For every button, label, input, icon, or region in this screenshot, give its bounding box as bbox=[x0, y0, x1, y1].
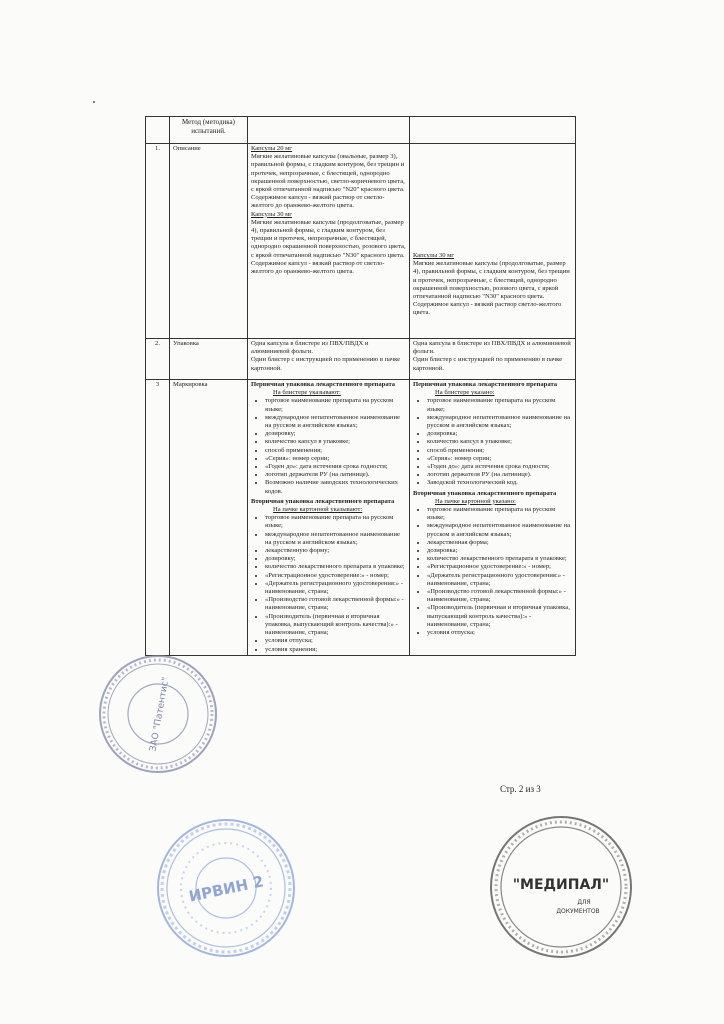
row-number: 1. bbox=[146, 144, 170, 339]
secondary-pack-title: Вторичная упаковка лекарственного препарата bbox=[251, 497, 395, 505]
secondary-pack-list bbox=[413, 506, 572, 637]
list-item: • количество лекарственного препарата в упаковке; bbox=[427, 555, 572, 563]
list-item: • дозировку; bbox=[265, 555, 406, 563]
stamp-right-sub2: ДОКУМЕНТОВ bbox=[556, 908, 600, 915]
list-item: • торговое наименование препарата на русском языке; bbox=[265, 397, 406, 413]
paragraph: Одна капсула в блистере из ПВХ/ПВДХ и алюминиевой фольги. bbox=[251, 340, 369, 356]
capsule-30-heading: Капсулы 30 мг bbox=[413, 252, 455, 259]
header-method: Метод (методика) испытаний. bbox=[170, 117, 248, 144]
list-item: • «Регистрационное удостоверение:» - номер; bbox=[427, 563, 572, 571]
list-item: • «Держатель регистрационного удостоверения:» - наименование, страна; bbox=[265, 580, 406, 596]
list-item: • международное непатентованное наименование на русском и английском языках; bbox=[265, 414, 406, 430]
list-item: • «Серия»: номер серии; bbox=[265, 455, 406, 463]
list-item: • торговое наименование препарата на русском языке; bbox=[265, 514, 406, 530]
list-item: • лекарственная форма; bbox=[427, 539, 572, 547]
labeling-col-b bbox=[410, 380, 576, 656]
list-item: • торговое наименование препарата на русском языке; bbox=[427, 506, 572, 522]
table-row bbox=[146, 339, 576, 380]
list-item: • торговое наименование препарата на русском языке; bbox=[427, 397, 572, 413]
primary-pack-subtitle: На блистере указывают: bbox=[273, 389, 341, 397]
list-item: • количество лекарственного препарата в упаковке; bbox=[265, 563, 406, 571]
list-item: • «Производитель (первичная и вторичная упаковка, выпускающий контроль качества):» - наименование, страна; bbox=[265, 613, 406, 638]
list-item: • «Серия»: номер серии; bbox=[427, 455, 572, 463]
row-number: 2. bbox=[146, 339, 170, 380]
list-item: • способ применения; bbox=[427, 447, 572, 455]
company-stamp-left bbox=[96, 652, 220, 776]
paragraph: Один блистер с инструкцией по применению в пачке картонной. bbox=[251, 356, 401, 372]
paragraph: Содержимое капсул - вязкий раствор светло-желтого цвета. bbox=[413, 301, 562, 317]
capsule-30-heading: Капсулы 30 мг bbox=[251, 210, 293, 218]
stamp-left-center-text: ЗАО "Патентис" bbox=[148, 676, 172, 753]
primary-pack-subtitle: На блистере указано: bbox=[435, 389, 495, 397]
primary-pack-list bbox=[413, 397, 572, 487]
list-item: • международное непатентованное наименование на русском и английском языках; bbox=[427, 522, 572, 538]
list-item: • способ применения; bbox=[265, 447, 406, 455]
description-col-b bbox=[410, 144, 576, 339]
list-item: • дозировка; bbox=[427, 547, 572, 555]
list-item: • условия хранения; bbox=[265, 646, 406, 654]
list-item: • логотип держателя РУ (на латинице). bbox=[427, 471, 572, 479]
paragraph: Мягкие желатиновые капсулы (овальные, размер 3), правильной формы, с гладким контуром, без трещин и протечек, непрозрачные, с блестящей, однородно окрашенной поверхностью, светло-коричневого цвета, с яркой отпечатанной надписью "N20" красного цвета. bbox=[251, 153, 405, 194]
secondary-pack-subtitle: На пачке картонной указано: bbox=[435, 497, 516, 505]
list-item: • условия отпуска; bbox=[265, 637, 406, 645]
stamp-right-center-text: "МЕДИПАЛ" bbox=[512, 877, 610, 893]
primary-pack-title: Первичная упаковка лекарственного препарата bbox=[251, 381, 396, 388]
list-item: • «Производство готовой лекарственной формы:» - наименование, страна; bbox=[427, 588, 572, 604]
row-number: 3 bbox=[146, 380, 170, 656]
paragraph: Один блистер с инструкцией по применению в пачке картонной. bbox=[413, 356, 563, 372]
row-name: Описание bbox=[170, 144, 248, 339]
page-number: Стр. 2 из 3 bbox=[500, 784, 541, 794]
list-item: • дозировку; bbox=[265, 430, 406, 438]
list-item: • дозировка; bbox=[427, 430, 572, 438]
list-item: • «Годен до»: дата истечения срока годности; bbox=[265, 463, 406, 471]
list-item: • «Производство готовой лекарственной формы:» - наименование, страна; bbox=[265, 596, 406, 612]
list-item: • международное непатентованное наименование на русском и английском языках; bbox=[427, 414, 572, 430]
company-stamp-middle bbox=[153, 815, 299, 961]
paragraph: Содержимое капсул - вязкий раствор от светло-желтого до оранжево-желтого цвета. bbox=[251, 259, 385, 276]
paragraph: Одна капсула в блистере из ПВХ/ПВДХ и алюминиевой фольги. bbox=[413, 340, 571, 356]
capsule-20-heading: Капсулы 20 мг bbox=[251, 145, 293, 152]
list-item: • лекарственную форму; bbox=[265, 547, 406, 555]
specification-table bbox=[145, 116, 576, 656]
stamp-middle-center-text: ИРВИН 2 bbox=[187, 872, 266, 906]
primary-pack-list bbox=[251, 397, 406, 495]
paragraph: Мягкие желатиновые капсулы (продолговатые, размер 4), правильной формы, с гладким контуром, без трещин и протечек, непрозрачные, с блестящей, однородно окрашенной поверхностью, розового цвета, с яркой отпечатанной надписью "N30" красного цвета. bbox=[251, 218, 406, 259]
description-col-a bbox=[248, 144, 410, 339]
secondary-pack-subtitle: На пачке картонной указывают: bbox=[273, 506, 363, 514]
list-item: • «Держатель регистрационного удостоверения:» - наименование, страна; bbox=[427, 572, 572, 588]
table-header-row bbox=[146, 117, 576, 144]
list-item: • Заводской технологический код. bbox=[427, 479, 572, 487]
row-name: Маркировка bbox=[170, 380, 248, 656]
secondary-pack-title: Вторичная упаковка лекарственного препарата bbox=[413, 489, 557, 497]
table-row bbox=[146, 380, 576, 656]
list-item: • «Производитель (первичная и вторичная упаковка, выпускающий контроль качества):» - наименование, страна; bbox=[427, 604, 572, 629]
stamp-right-sub1: ДЛЯ bbox=[577, 899, 591, 906]
paragraph: Содержимое капсул - вязкий раствор от светло-желтого до оранжево-желтого цвета. bbox=[251, 194, 385, 210]
packaging-col-b bbox=[410, 339, 576, 380]
paragraph: Мягкие желатиновые капсулы (продолговатые, размер 4), правильной формы, с гладким контуром, без трещин и протечек, непрозрачные, с блестящей, однородно окрашенной поверхностью, розового цвета, с яркой отпечатанной надписью "N30" красного цвета. bbox=[413, 260, 570, 301]
packaging-col-a bbox=[248, 339, 410, 380]
list-item: • количество капсул в упаковке; bbox=[427, 438, 572, 446]
list-item: • международное непатентованное наименование на русском и английском языках; bbox=[265, 531, 406, 547]
list-item: • Возможно наличие заводских технологических кодов. bbox=[265, 479, 406, 495]
company-stamp-right bbox=[486, 812, 636, 962]
labeling-col-a bbox=[248, 380, 410, 656]
primary-pack-title: Первичная упаковка лекарственного препарата bbox=[413, 381, 558, 388]
list-item: • «Регистрационное удостоверение:» - номер; bbox=[265, 572, 406, 580]
secondary-pack-list bbox=[251, 514, 406, 653]
list-item: • «Годен до»: дата истечения срока годности; bbox=[427, 463, 572, 471]
list-item: • условия отпуска; bbox=[427, 629, 572, 637]
list-item: • количество капсул в упаковке; bbox=[265, 438, 406, 446]
row-name: Упаковка bbox=[170, 339, 248, 380]
table-row bbox=[146, 144, 576, 339]
list-item: • логотип держателя РУ (на латинице). bbox=[265, 471, 406, 479]
scan-speck bbox=[93, 101, 95, 103]
